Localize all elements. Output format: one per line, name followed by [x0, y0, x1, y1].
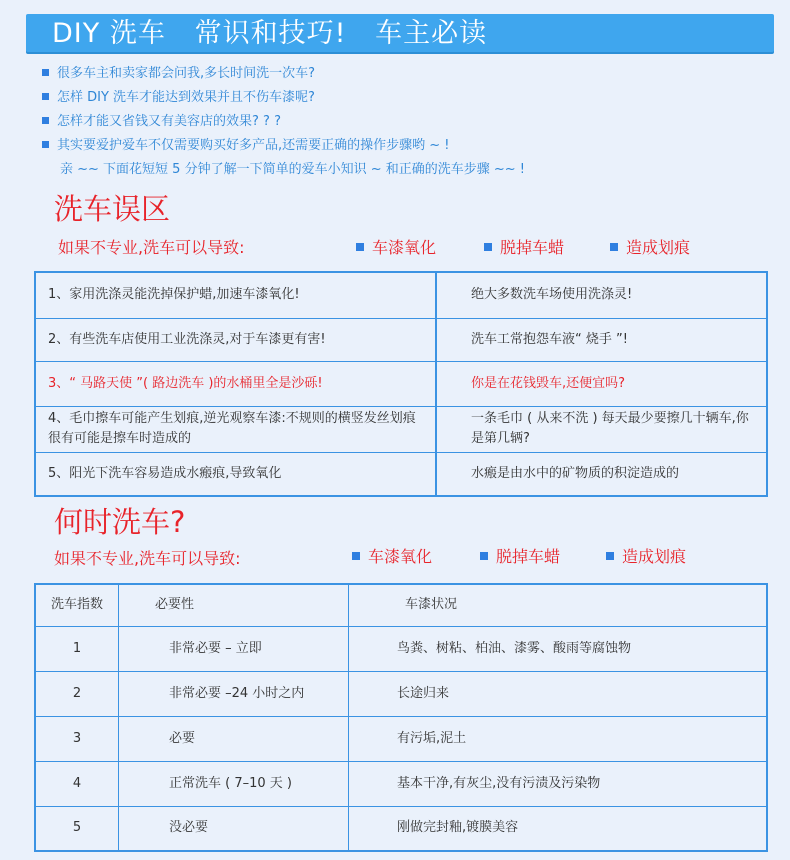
- wash-index-cell: 4: [35, 761, 119, 806]
- intro-list: [42, 62, 782, 182]
- column-header: 必要性: [119, 584, 349, 626]
- section2-lead: 如果不专业,洗车可以导致:: [54, 549, 241, 568]
- wash-index-cell: 1: [35, 626, 119, 671]
- intro-closing: 亲 ~~ 下面花短短 5 分钟了解一下简单的爱车小知识 ~ 和正确的洗车步骤 ~~ !: [60, 162, 526, 177]
- tag-item: 造成划痕: [610, 236, 690, 260]
- table-row: [35, 452, 767, 496]
- intro-item: 很多车主和卖家都会问我,多长时间洗一次车?: [42, 62, 782, 86]
- table-row: [35, 761, 767, 806]
- bullet-square-icon: [352, 552, 360, 560]
- mistakes-table: [34, 271, 768, 497]
- paint-status-cell: 基本干净,有灰尘,没有污渍及污染物: [349, 761, 768, 806]
- bullet-square-icon: [606, 552, 614, 560]
- section2-subheading: [0, 545, 790, 569]
- mistake-note-cell: 你是在花钱毁车,还便宜吗?: [436, 361, 767, 406]
- necessity-cell: 非常必要 –24 小时之内: [119, 671, 349, 716]
- mistake-cell: 2、有些洗车店使用工业洗涤灵,对于车漆更有害!: [35, 318, 436, 361]
- table-row: [35, 272, 767, 318]
- paint-status-cell: 有污垢,泥土: [349, 716, 768, 761]
- tag-item: 车漆氧化: [352, 545, 432, 569]
- mistake-cell: 1、家用洗涤灵能洗掉保护蜡,加速车漆氧化!: [35, 272, 436, 318]
- table-header-row: [35, 584, 767, 626]
- bullet-square-icon: [356, 243, 364, 251]
- bullet-square-icon: [42, 141, 49, 148]
- wash-index-table: [34, 583, 768, 852]
- table-row: [35, 806, 767, 851]
- bullet-square-icon: [42, 93, 49, 100]
- title-banner: [26, 14, 774, 52]
- column-header: 车漆状况: [349, 584, 768, 626]
- mistake-note-cell: 一条毛巾 ( 从来不洗 ) 每天最少要擦几十辆车,你是第几辆?: [436, 406, 767, 452]
- table-row: [35, 716, 767, 761]
- bullet-square-icon: [610, 243, 618, 251]
- tag-item: 脱掉车蜡: [480, 545, 560, 569]
- intro-item: 怎样才能又省钱又有美容店的效果? ? ?: [42, 110, 782, 134]
- mistake-cell: 5、阳光下洗车容易造成水瘢痕,导致氧化: [35, 452, 436, 496]
- bullet-square-icon: [42, 69, 49, 76]
- mistake-cell: 4、毛巾擦车可能产生划痕,逆光观察车漆:不规则的横竖发丝划痕很有可能是擦车时造成的: [35, 406, 436, 452]
- necessity-cell: 非常必要 – 立即: [119, 626, 349, 671]
- intro-item: 其实要爱护爱车不仅需要购买好多产品,还需要正确的操作步骤哟 ~ !: [42, 134, 782, 158]
- wash-index-cell: 3: [35, 716, 119, 761]
- bullet-square-icon: [42, 117, 49, 124]
- mistake-note-cell: 绝大多数洗车场使用洗涤灵!: [436, 272, 767, 318]
- column-header: 洗车指数: [35, 584, 119, 626]
- table-row: [35, 626, 767, 671]
- table-row: [35, 361, 767, 406]
- necessity-cell: 没必要: [119, 806, 349, 851]
- table-row: [35, 318, 767, 361]
- intro-item: 怎样 DIY 洗车才能达到效果并且不伤车漆呢?: [42, 86, 782, 110]
- necessity-cell: 必要: [119, 716, 349, 761]
- table-row: [35, 406, 767, 452]
- mistake-cell: 3、“ 马路天使 ”( 路边洗车 )的水桶里全是沙砾!: [35, 361, 436, 406]
- section-title-mistakes: 洗车误区: [54, 192, 171, 226]
- tag-item: 造成划痕: [606, 545, 686, 569]
- paint-status-cell: 长途归来: [349, 671, 768, 716]
- section1-lead: 如果不专业,洗车可以导致:: [58, 238, 245, 257]
- tag-item: 车漆氧化: [356, 236, 436, 260]
- section-title-when: 何时洗车?: [54, 505, 186, 539]
- wash-index-cell: 2: [35, 671, 119, 716]
- page-title: DIY 洗车 常识和技巧! 车主必读: [52, 18, 488, 49]
- tag-item: 脱掉车蜡: [484, 236, 564, 260]
- table-row: [35, 671, 767, 716]
- necessity-cell: 正常洗车 ( 7–10 天 ): [119, 761, 349, 806]
- mistake-note-cell: 水瘢是由水中的矿物质的积淀造成的: [436, 452, 767, 496]
- paint-status-cell: 鸟粪、树粘、柏油、漆雾、酸雨等腐蚀物: [349, 626, 768, 671]
- bullet-square-icon: [480, 552, 488, 560]
- mistake-note-cell: 洗车工常抱怨车液“ 烧手 ”!: [436, 318, 767, 361]
- section1-subheading: [0, 236, 790, 260]
- paint-status-cell: 刚做完封釉,镀膜美容: [349, 806, 768, 851]
- bullet-square-icon: [484, 243, 492, 251]
- wash-index-cell: 5: [35, 806, 119, 851]
